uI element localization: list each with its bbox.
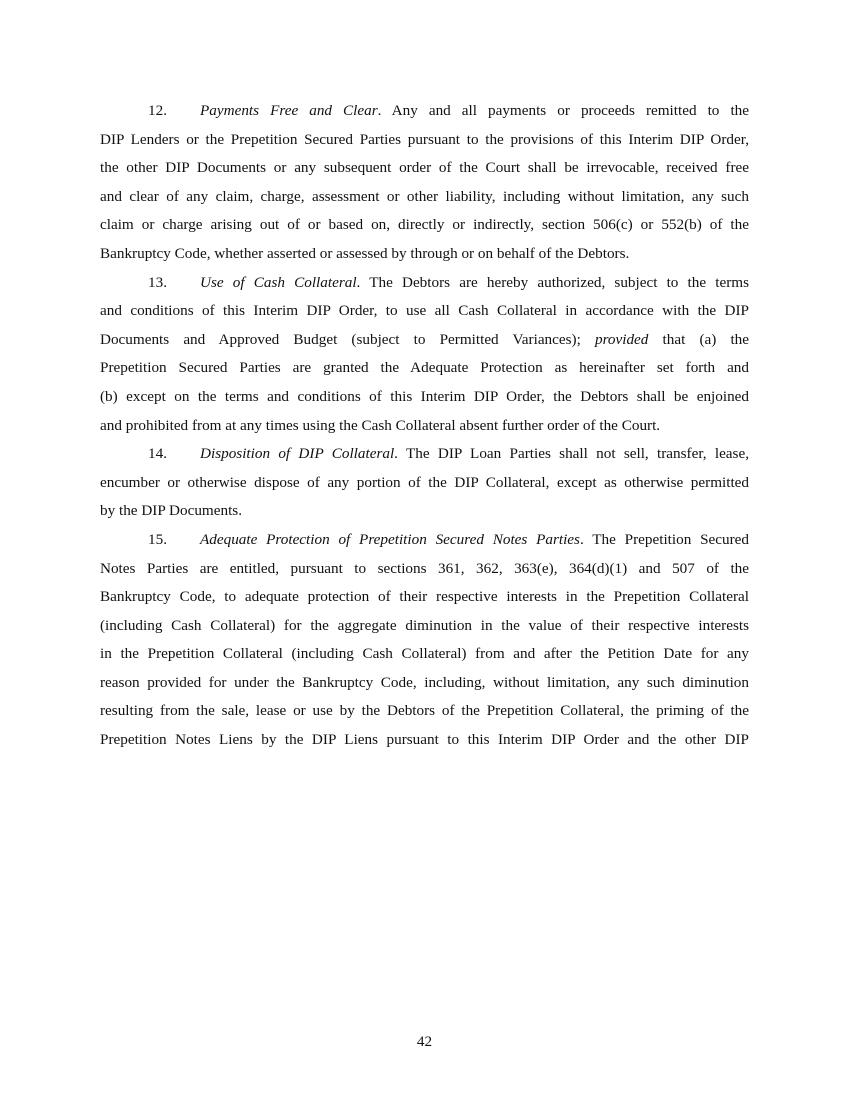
paragraph-15-heading: Adequate Protection of Prepetition Secured Notes Parties <box>200 530 580 548</box>
paragraph-14-line-1 <box>100 440 749 469</box>
paragraph-15-line-4: (including Cash Collateral) for the aggregate diminution in the value of their respective interests <box>100 616 749 634</box>
paragraph-13-line-3-tail: that (a) the <box>662 330 750 348</box>
paragraph-15-line-5: in the Prepetition Collateral (including Cash Collateral) from and after the Petition Date for any <box>100 645 749 663</box>
paragraph-12-line-5: claim or charge arising out of or based on, directly or indirectly, section 506(c) or 552(b) of the <box>100 216 749 234</box>
paragraph-13-heading: Use of Cash Collateral <box>200 273 357 291</box>
paragraph-12-line-2: DIP Lenders or the Prepetition Secured Parties pursuant to the provisions of this Interim DIP Order, <box>100 130 749 148</box>
paragraph-13-line-4: Prepetition Secured Parties are granted the Adequate Protection as hereinafter set forth and <box>100 359 749 377</box>
paragraph-12 <box>100 97 749 269</box>
paragraph-13-text: . The Debtors are hereby authorized, subject to the terms <box>356 273 749 291</box>
paragraph-15-line-3: Bankruptcy Code, to adequate protection of their respective interests in the Prepetition Collateral <box>100 588 749 606</box>
paragraph-15-text: . The Prepetition Secured <box>579 530 749 548</box>
paragraph-12-heading: Payments Free and Clear <box>200 102 378 119</box>
paragraph-15-line-7: resulting from the sale, lease or use by the Debtors of the Prepetition Collateral, the priming of the <box>100 702 749 720</box>
paragraph-13 <box>100 269 749 441</box>
paragraph-12-number: 12. <box>148 102 167 119</box>
paragraph-15-line-8: Prepetition Notes Liens by the DIP Liens pursuant to this Interim DIP Order and the other DIP <box>100 731 749 749</box>
paragraph-13-line-2: and conditions of this Interim DIP Order, to use all Cash Collateral in accordance with the DIP <box>100 302 749 320</box>
paragraph-12-line-3: the other DIP Documents or any subsequent order of the Court shall be irrevocable, received free <box>100 159 749 177</box>
paragraph-14-line-2: encumber or otherwise dispose of any portion of the DIP Collateral, except as otherwise permitted <box>100 473 749 491</box>
paragraph-12-line-4: and clear of any claim, charge, assessment or other liability, including without limitation, any such <box>100 187 749 205</box>
paragraph-15-line-6: reason provided for under the Bankruptcy Code, including, without limitation, any such diminution <box>100 673 749 691</box>
paragraph-13-line-6: and prohibited from at any times using the Cash Collateral absent further order of the Court. <box>100 416 661 434</box>
paragraph-13-line-3-text: Documents and Approved Budget (subject to Permitted Variances); <box>100 330 581 348</box>
paragraph-14-text: . The DIP Loan Parties shall not sell, transfer, lease, <box>394 445 749 463</box>
paragraph-12-text: . Any and all payments or proceeds remitted to the <box>377 102 749 119</box>
paragraph-15-number: 15. <box>148 530 167 548</box>
paragraph-13-number: 13. <box>148 273 167 291</box>
paragraph-13-line-5: (b) except on the terms and conditions of this Interim DIP Order, the Debtors shall be enjoined <box>100 387 749 405</box>
paragraph-13-line-3 <box>100 326 749 355</box>
paragraph-14-line-3: by the DIP Documents. <box>100 502 243 520</box>
provided-emphasis: provided <box>594 330 649 348</box>
page-number: 42 <box>416 1033 433 1050</box>
paragraph-15-line-2: Notes Parties are entitled, pursuant to sections 361, 362, 363(e), 364(d)(1) and 507 of the <box>100 559 749 577</box>
document-page <box>100 97 749 755</box>
paragraph-12-line-1 <box>100 97 749 126</box>
paragraph-15 <box>100 526 749 755</box>
paragraph-14-heading: Disposition of DIP Collateral <box>200 445 395 463</box>
paragraph-14 <box>100 440 749 526</box>
paragraph-12-line-6: Bankruptcy Code, whether asserted or assessed by through or on behalf of the Debtors. <box>100 244 630 262</box>
paragraph-15-line-1 <box>100 526 749 555</box>
paragraph-14-number: 14. <box>148 445 167 463</box>
paragraph-13-line-1 <box>100 269 749 298</box>
